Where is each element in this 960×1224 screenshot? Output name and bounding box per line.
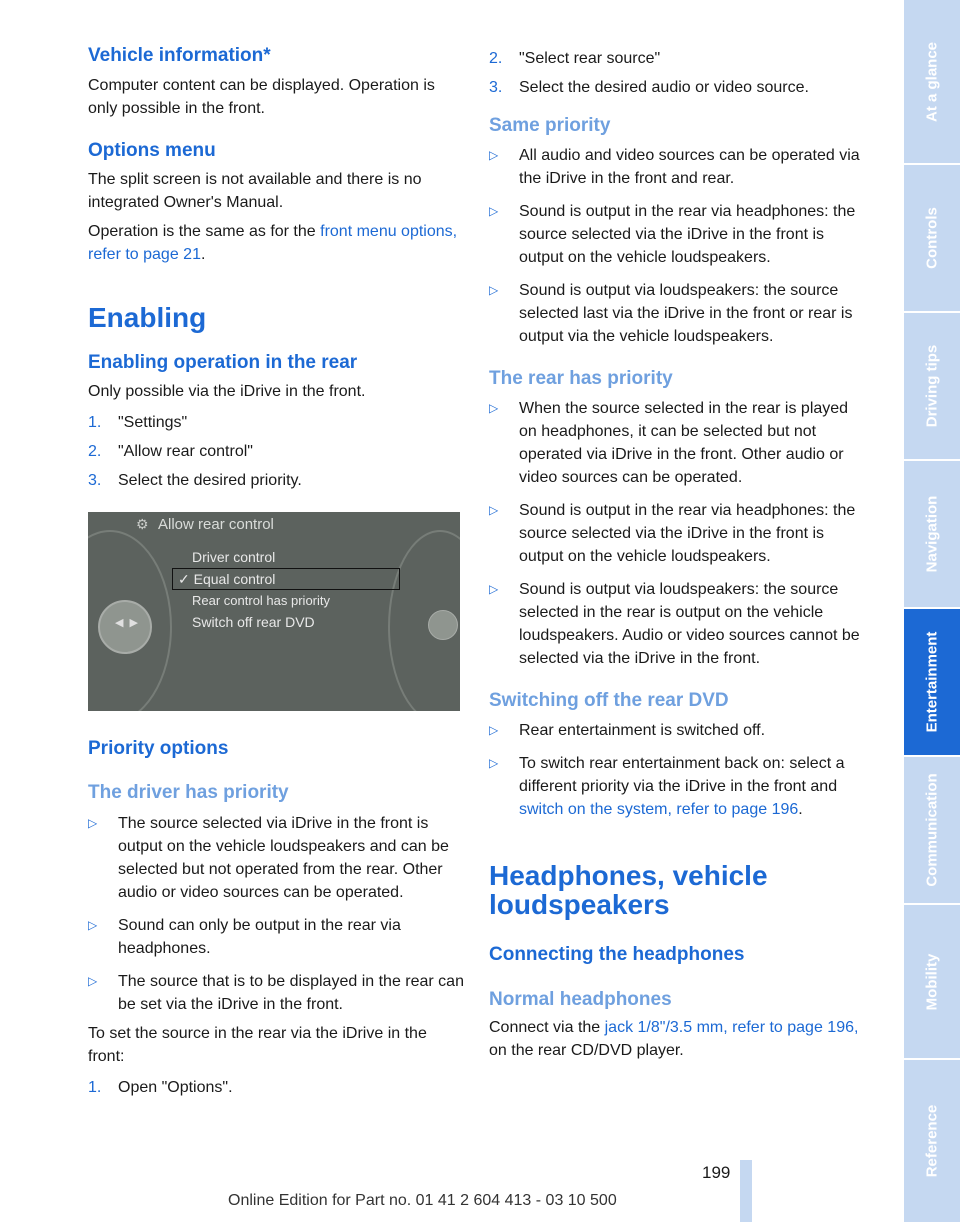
- footer-text: Online Edition for Part no. 01 41 2 604 413 - 03 10 500: [228, 1192, 617, 1209]
- bullet-text: All audio and video sources can be operated via the iDrive in the front and rear.: [519, 147, 860, 187]
- list-item: [88, 1076, 464, 1099]
- list-item: [489, 200, 865, 269]
- list-item: [489, 719, 865, 742]
- tab-label: Mobility: [923, 953, 941, 1010]
- bullet-text: Sound is output in the rear via headphones: the source selected via the iDrive in the front is output on the vehicle loudspeakers.: [519, 502, 856, 565]
- enabling-rear-text: Only possible via the iDrive in the front.: [88, 383, 366, 400]
- bullet-triangle-icon: ▷: [88, 974, 98, 988]
- connecting-heading: Connecting the headphones: [489, 944, 745, 965]
- bullet-triangle-icon: ▷: [489, 503, 499, 517]
- same-priority-list: [489, 144, 865, 348]
- bullet-triangle-icon: ▷: [88, 918, 98, 932]
- left-column: [88, 40, 464, 1099]
- idrive-screenshot: [88, 512, 460, 711]
- side-knob-icon: [428, 610, 458, 640]
- operation-text: [88, 220, 464, 266]
- tab-label: Entertainment: [923, 631, 941, 733]
- switch-off-heading: Switching off the rear DVD: [489, 690, 729, 711]
- bullet-text: The source that is to be displayed in the rear can be set via the iDrive in the front.: [118, 973, 464, 1013]
- arrows-icon: ◀▶: [115, 617, 144, 629]
- step-text: "Settings": [118, 414, 188, 431]
- headphones-heading: Headphones, vehicle loudspeakers: [489, 860, 768, 920]
- tab-label: At a glance: [923, 41, 941, 122]
- list-item: [489, 47, 865, 70]
- chapter-sidebar: [904, 0, 960, 1222]
- bullet-text: Sound can only be output in the rear via headphones.: [118, 917, 401, 957]
- list-item: [88, 469, 464, 492]
- switch-off-list: [489, 719, 865, 821]
- bullet-text-post: .: [798, 801, 803, 818]
- page-number: 199: [702, 1163, 731, 1182]
- bullet-triangle-icon: ▷: [489, 756, 499, 770]
- list-item: [489, 578, 865, 670]
- list-item: [88, 440, 464, 463]
- list-item: [489, 752, 865, 821]
- tab-reference[interactable]: [904, 1060, 960, 1224]
- tab-mobility[interactable]: [904, 905, 960, 1060]
- list-item: [88, 970, 464, 1016]
- step-number: 2.: [88, 443, 102, 460]
- step-text: Open "Options".: [118, 1079, 233, 1096]
- normal-text-post: on the rear CD/DVD player.: [489, 1042, 684, 1059]
- step-text: "Select rear source": [519, 50, 661, 67]
- normal-headphones-heading: Normal headphones: [489, 989, 672, 1010]
- vehicle-info-text: Computer content can be displayed. Operation is only possible in the front.: [88, 77, 435, 117]
- tab-controls[interactable]: [904, 165, 960, 313]
- enabling-heading: Enabling: [88, 302, 207, 333]
- list-item: [88, 411, 464, 434]
- enabling-rear-heading: Enabling operation in the rear: [88, 352, 358, 373]
- same-priority-heading: Same priority: [489, 115, 611, 136]
- priority-options-heading: Priority options: [88, 738, 229, 759]
- bullet-text: The source selected via iDrive in the front is output on the vehicle loudspeakers and can be selected but not operated from the rear. Other audio or video sources can be operated.: [118, 815, 449, 901]
- step-number: 2.: [489, 50, 503, 67]
- bullet-triangle-icon: ▷: [489, 204, 499, 218]
- operation-text-post: .: [200, 246, 206, 263]
- bullet-text: Sound is output via loudspeakers: the source selected in the rear is output on the vehicle loudspeakers. Audio or video sources cannot be selected via the iDrive in the front.: [519, 581, 860, 667]
- normal-headphones-text: [489, 1016, 865, 1062]
- driver-priority-heading: The driver has priority: [88, 782, 289, 803]
- switch-on-system-link[interactable]: switch on the system, refer to page 196: [519, 801, 799, 818]
- screen-title: Allow rear control: [158, 516, 274, 533]
- page-number-bar: [740, 1160, 752, 1222]
- bullet-text: Rear entertainment is switched off.: [519, 722, 766, 739]
- options-menu-heading: Options menu: [88, 140, 216, 161]
- enabling-steps: [88, 411, 464, 492]
- bullet-text: Sound is output via loudspeakers: the source selected last via the iDrive in the front or rear is output via the vehicle loudspeakers.: [519, 282, 853, 345]
- tab-label: Navigation: [923, 495, 941, 573]
- bullet-text: Sound is output in the rear via headphones: the source selected via the iDrive in the front is output on the vehicle loudspeakers.: [519, 203, 856, 266]
- menu-item-equal-control: ✓ Equal control: [178, 571, 276, 587]
- options-menu-text: The split screen is not available and there is no integrated Owner's Manual.: [88, 171, 422, 211]
- bullet-triangle-icon: ▷: [489, 723, 499, 737]
- jack-link[interactable]: jack 1/8"/3.5 mm, refer to page 196,: [604, 1019, 859, 1036]
- step-number: 3.: [88, 472, 102, 489]
- bullet-text-pre: To switch rear entertainment back on: select a different priority via the iDrive in the front and: [519, 755, 845, 795]
- tab-at-a-glance[interactable]: [904, 0, 960, 165]
- step-text: "Allow rear control": [118, 443, 253, 460]
- open-options-list: [88, 1076, 464, 1099]
- step-text: Select the desired priority.: [118, 472, 302, 489]
- tab-driving-tips[interactable]: [904, 313, 960, 461]
- tab-entertainment[interactable]: [904, 609, 960, 757]
- step-number: 1.: [88, 1079, 102, 1096]
- list-item: [88, 914, 464, 960]
- right-column: [489, 47, 865, 1062]
- tab-navigation[interactable]: [904, 461, 960, 609]
- set-source-text: To set the source in the rear via the iDrive in the front:: [88, 1025, 427, 1065]
- operation-text-pre: Operation is the same as for the: [88, 223, 321, 240]
- front-menu-options-link[interactable]: front menu options, refer to page 21: [88, 223, 458, 263]
- list-item: [489, 499, 865, 568]
- bullet-triangle-icon: ▷: [489, 582, 499, 596]
- vehicle-info-heading: Vehicle information*: [88, 45, 271, 66]
- tab-label: Driving tips: [923, 344, 941, 428]
- step-text: Select the desired audio or video source.: [519, 79, 809, 96]
- menu-item-driver-control: Driver control: [192, 549, 276, 565]
- list-item: [88, 812, 464, 904]
- rear-priority-list: [489, 397, 865, 670]
- list-item: [489, 279, 865, 348]
- menu-item-rear-priority: Rear control has priority: [192, 593, 330, 608]
- normal-text-pre: Connect via the: [489, 1019, 605, 1036]
- list-item: [489, 397, 865, 489]
- settings-icon: ⚙: [136, 516, 149, 532]
- step-number: 3.: [489, 79, 503, 96]
- bullet-triangle-icon: ▷: [489, 148, 499, 162]
- tab-label: Reference: [923, 1104, 941, 1178]
- step-number: 1.: [88, 414, 102, 431]
- bullet-triangle-icon: ▷: [489, 401, 499, 415]
- tab-label: Communication: [923, 773, 941, 887]
- bullet-text: When the source selected in the rear is played on headphones, it can be selected but not operated via iDrive in the front. Other audio or video sources can be operated.: [519, 400, 849, 486]
- rear-priority-heading: The rear has priority: [489, 368, 673, 389]
- driver-priority-list: [88, 812, 464, 1016]
- select-source-steps: [489, 47, 865, 99]
- tab-label: Controls: [923, 207, 941, 269]
- menu-item-switch-off-dvd: Switch off rear DVD: [192, 614, 315, 630]
- list-item: [489, 76, 865, 99]
- bullet-triangle-icon: ▷: [489, 283, 499, 297]
- list-item: [489, 144, 865, 190]
- tab-communication[interactable]: [904, 757, 960, 905]
- bullet-triangle-icon: ▷: [88, 816, 98, 830]
